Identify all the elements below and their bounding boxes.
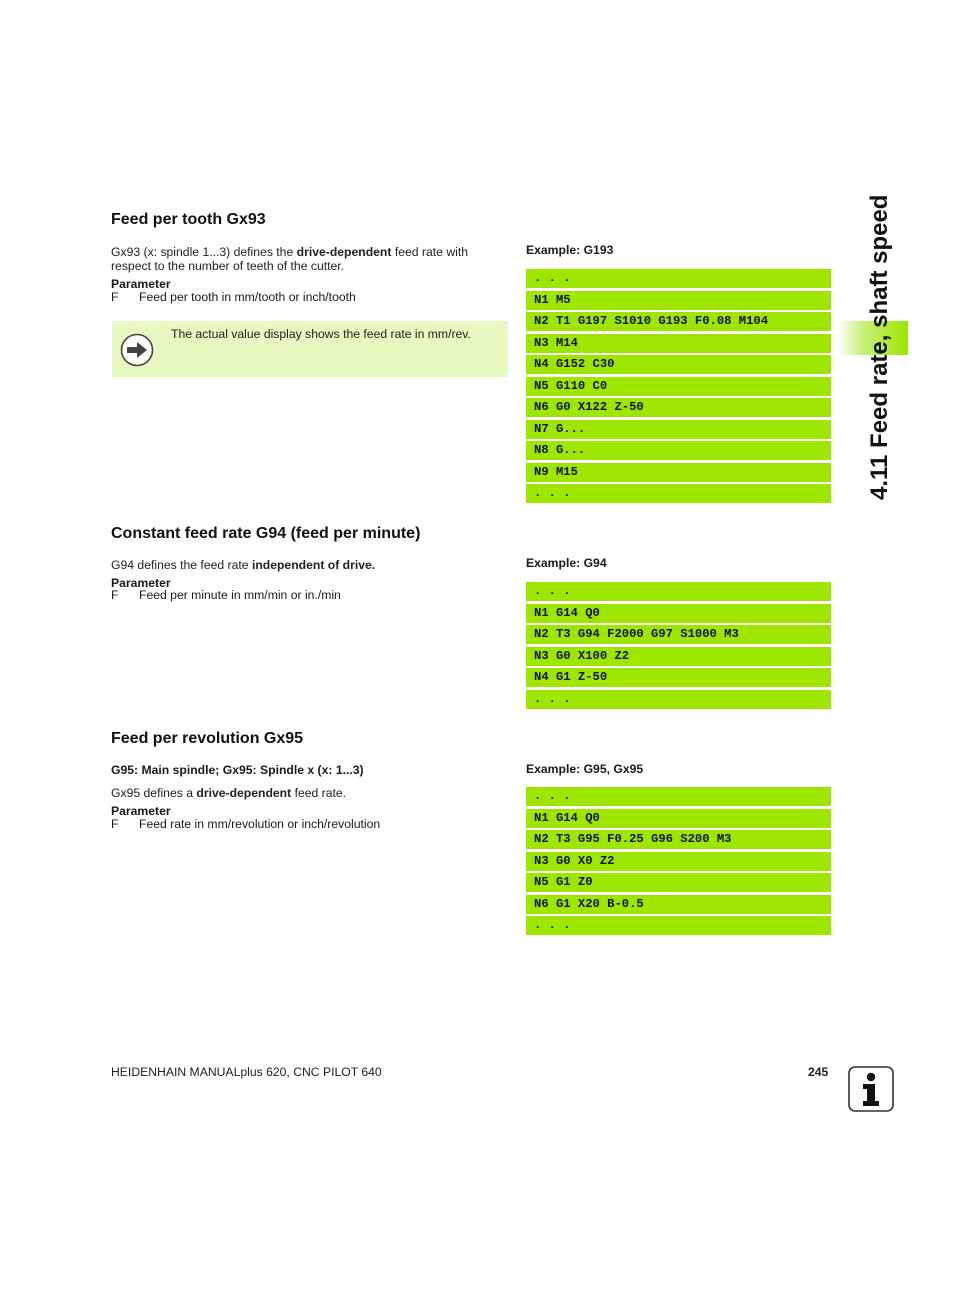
code-line: . . . bbox=[526, 690, 831, 709]
section-description: G94 defines the feed rate independent of drive. bbox=[111, 558, 376, 572]
arrow-right-icon bbox=[120, 333, 154, 367]
section-heading-feed-per-revolution: Feed per revolution Gx95 bbox=[111, 730, 304, 747]
chapter-side-title: 4.11 Feed rate, shaft speed bbox=[866, 194, 893, 500]
code-line: N5 G1 Z0 bbox=[526, 873, 831, 892]
note-text: The actual value display shows the feed rate in mm/rev. bbox=[171, 327, 471, 341]
code-line: N4 G1 Z-50 bbox=[526, 668, 831, 687]
code-line: N1 M5 bbox=[526, 291, 831, 310]
code-line: . . . bbox=[526, 484, 831, 503]
code-line: N9 M15 bbox=[526, 463, 831, 482]
section-description: Gx93 (x: spindle 1...3) defines the drive-dependent feed rate with respect to the number of teeth of the cutter. bbox=[111, 245, 468, 273]
parameter-row: F Feed rate in mm/revolution or inch/revolution bbox=[111, 817, 381, 831]
code-line: N3 G0 X0 Z2 bbox=[526, 852, 831, 871]
section-heading-constant-feed: Constant feed rate G94 (feed per minute) bbox=[111, 525, 421, 542]
code-line: N6 G1 X20 B-0.5 bbox=[526, 895, 831, 914]
section-description: Gx95 defines a drive-dependent feed rate. bbox=[111, 786, 347, 800]
code-example-g95 bbox=[526, 787, 831, 938]
parameter-row: F Feed per minute in mm/min or in./min bbox=[111, 588, 341, 602]
code-line: N1 G14 Q0 bbox=[526, 809, 831, 828]
code-line: . . . bbox=[526, 916, 831, 935]
example-title: Example: G94 bbox=[526, 556, 607, 570]
parameter-label: Parameter bbox=[111, 804, 171, 818]
code-line: N3 M14 bbox=[526, 334, 831, 353]
note-box bbox=[112, 321, 508, 377]
parameter-row: F Feed per tooth in mm/tooth or inch/tooth bbox=[111, 290, 356, 304]
code-line: . . . bbox=[526, 269, 831, 288]
code-line: N2 T3 G95 F0.25 G96 S200 M3 bbox=[526, 830, 831, 849]
section-heading-feed-per-tooth: Feed per tooth Gx93 bbox=[111, 211, 266, 228]
code-line: N8 G... bbox=[526, 441, 831, 460]
code-line: . . . bbox=[526, 582, 831, 601]
code-line: N1 G14 Q0 bbox=[526, 604, 831, 623]
page-number: 245 bbox=[808, 1065, 829, 1079]
code-example-g193 bbox=[526, 269, 831, 506]
code-example-g94 bbox=[526, 582, 831, 711]
section-subheading: G95: Main spindle; Gx95: Spindle x (x: 1...3) bbox=[111, 763, 364, 777]
code-line: N6 G0 X122 Z-50 bbox=[526, 398, 831, 417]
code-line: N4 G152 C30 bbox=[526, 355, 831, 374]
parameter-label: Parameter bbox=[111, 277, 171, 291]
code-line: . . . bbox=[526, 787, 831, 806]
code-line: N5 G110 C0 bbox=[526, 377, 831, 396]
footer-manual-title: HEIDENHAIN MANUALplus 620, CNC PILOT 640 bbox=[111, 1065, 382, 1079]
code-line: N3 G0 X100 Z2 bbox=[526, 647, 831, 666]
code-line: N7 G... bbox=[526, 420, 831, 439]
code-line: N2 T3 G94 F2000 G97 S1000 M3 bbox=[526, 625, 831, 644]
info-icon bbox=[848, 1066, 894, 1112]
code-line: N2 T1 G197 S1010 G193 F0.08 M104 bbox=[526, 312, 831, 331]
example-title: Example: G95, Gx95 bbox=[526, 762, 644, 776]
example-title: Example: G193 bbox=[526, 243, 614, 257]
parameter-label: Parameter bbox=[111, 576, 171, 590]
